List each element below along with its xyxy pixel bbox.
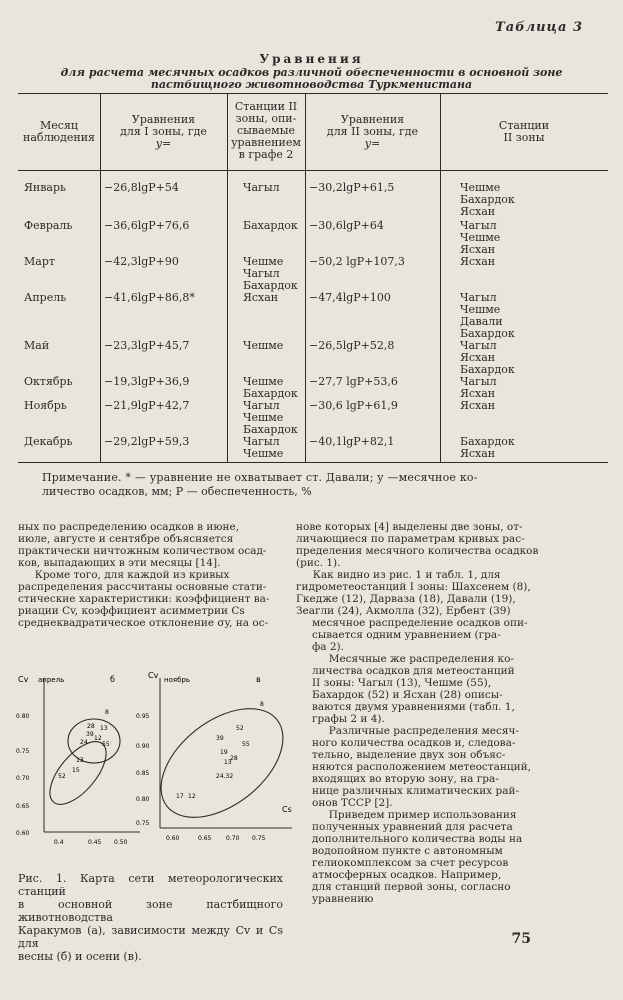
table-cell-month: Февраль (24, 219, 73, 232)
station-name: Чешме (243, 447, 284, 460)
text-line: ков, выпадающих в эти месяцы [14]. (18, 557, 221, 569)
caption-line: Рис. 1. Карта сети метеорологических станций (18, 872, 283, 898)
station-name: Ясхан (460, 243, 496, 256)
text-line: личества осадков для метеостанций (312, 665, 515, 677)
text-line: дополнительного количества воды на (312, 833, 523, 845)
station-point: 28 (87, 723, 95, 730)
table-cell-st1 (243, 256, 298, 292)
text-line: нице различных климатических рай- (312, 785, 520, 797)
station-name: Бахардок (460, 327, 515, 340)
body-text-right (296, 521, 582, 617)
text-line: фа 2). (312, 641, 344, 653)
table-cell-eq2: −30,6lgP+64 (309, 219, 384, 232)
tick-label: 0.65 (16, 803, 30, 810)
text-line: онов ТССР [2]. (312, 797, 393, 809)
text-line: ных по распределению осадков в июне, (18, 521, 240, 533)
station-point: 13 (76, 757, 84, 764)
station-name: Чагыл (243, 267, 280, 280)
text-line: среднеквадратическое отклонение σy, на ос- (18, 617, 269, 629)
page-number: 75 (511, 931, 531, 947)
table-cell-eq1: −41,6lgP+86,8* (104, 291, 195, 304)
axis-y-label: Cv (148, 671, 159, 680)
station-point: 12 (94, 735, 102, 742)
text-line: Зеагли (24), Акмолла (32), Ербент (39) (296, 605, 511, 617)
tick-label: 0.80 (16, 713, 30, 720)
figure-panel-b (16, 675, 140, 846)
table-title: Уравнения (259, 52, 364, 66)
tick-label: 0.70 (226, 835, 240, 842)
station-name: Чешме (460, 231, 501, 244)
station-name: Бахардок (460, 435, 515, 448)
column-header-month: Месяц наблюдения (23, 119, 95, 144)
station-point: 13 (224, 759, 232, 766)
tick-label: 0.90 (136, 743, 150, 750)
station-name: Чешме (243, 339, 284, 352)
station-point: 28 (230, 755, 238, 762)
text-line: для станций первой зоны, согласно (312, 881, 511, 893)
figure-panel-c (136, 671, 298, 842)
table-cell-eq2: −50,2 lgP+107,3 (309, 255, 405, 268)
body-text-right-narrow (312, 617, 580, 905)
station-name: Чагыл (243, 399, 280, 412)
station-name: Чагыл (460, 339, 497, 352)
table-cell-st1 (243, 436, 283, 460)
table-cell-eq1: −19,3lgP+36,9 (104, 375, 190, 388)
note-line: личество осадков, мм; P — обеспеченность, % (42, 485, 312, 498)
tick-label: 0.75 (252, 835, 266, 842)
station-name: Бахардок (243, 387, 298, 400)
table-cell-st2 (460, 340, 515, 376)
text-line: гидрометеостанций I зоны: Шахсенем (8), (296, 581, 531, 593)
table-cell-st1 (243, 292, 278, 304)
station-name: Ясхан (460, 447, 496, 460)
station-name: Чагыл (243, 181, 280, 194)
table-cell-st1 (243, 182, 280, 194)
text-line: месячное распределение осадков опи- (312, 617, 528, 629)
station-name: Ясхан (460, 351, 496, 364)
tick-label: 0.75 (16, 748, 30, 755)
station-point: 52 (236, 725, 244, 732)
station-name: Давали (460, 315, 503, 328)
text-line: атмосферных осадков. Например, (312, 869, 502, 881)
station-point: 24.32 (216, 773, 234, 780)
station-point: 52 (58, 773, 66, 780)
table-cell-eq2: −30,6 lgP+61,9 (309, 399, 398, 412)
text-line: гелиокомплексом за счет ресурсов (312, 857, 509, 869)
figure-1 (16, 668, 298, 868)
tick-label: 0.50 (114, 839, 128, 846)
table-cell-month: Март (24, 255, 55, 268)
table-cell-st2 (460, 256, 495, 268)
tick-label: 0.65 (198, 835, 212, 842)
table-cell-st1 (243, 220, 298, 232)
text-line: июле, августе и сентябре объясняется (18, 533, 234, 545)
column-header-eq2: Уравнения для II зоны, где y= (326, 113, 419, 150)
text-line: Приведем пример использования (312, 809, 517, 821)
station-name: Чагыл (460, 219, 497, 232)
tick-label: 0.4 (54, 839, 64, 846)
panel-letter: в (256, 675, 261, 684)
table-cell-eq1: −21,9lgP+42,7 (104, 399, 190, 412)
text-line: полученных уравнений для расчета (312, 821, 513, 833)
table-cell-month: Январь (24, 181, 66, 194)
table-cell-st2 (460, 220, 500, 256)
column-header-eq1: Уравнения для I зоны, где y= (120, 113, 207, 150)
panel-title: апрель (38, 676, 65, 684)
subtitle-line: для расчета месячных осадков различной обеспеченности в основной зоне (60, 66, 563, 79)
tick-label: 0.60 (16, 830, 30, 837)
text-line: (рис. 1). (296, 557, 341, 569)
panel-letter: б (110, 675, 115, 684)
table-cell-eq1: −42,3lgP+90 (104, 255, 179, 268)
axis-x-label: Cs (282, 805, 292, 814)
tick-label: 0.45 (88, 839, 102, 846)
text-line: Кроме того, для каждой из кривых (18, 569, 230, 581)
text-line: Различные распределения месяч- (312, 725, 519, 737)
text-line: риации Cv, коэффициент асимметрии Cs (18, 605, 245, 617)
text-line: сывается одним уравнением (гра- (312, 629, 501, 641)
text-line: распределения рассчитаны основные стати- (18, 581, 267, 593)
station-point: 19 (220, 749, 228, 756)
table-cell-month: Апрель (24, 291, 67, 304)
table-cell-eq2: −27,7 lgP+53,6 (309, 375, 398, 388)
text-line: ного количества осадков и, следова- (312, 737, 516, 749)
body-text-left (18, 521, 288, 629)
station-point: 39 (216, 735, 224, 742)
table-number: Таблица 3 (495, 20, 583, 35)
table-cell-eq1: −29,2lgP+59,3 (104, 435, 190, 448)
table-cell-st2 (460, 436, 515, 460)
station-point: 15 (72, 767, 80, 774)
station-name: Ясхан (460, 255, 496, 268)
column-header-st1: Станции II зоны, опи- сываемые уравнением в графе 2 (231, 100, 301, 161)
table-bottom-rule (18, 462, 608, 463)
subtitle-line: пастбищного животноводства Туркменистана (150, 78, 473, 91)
station-name: Чагыл (460, 291, 497, 304)
text-line: личающиеся по параметрам кривых рас- (296, 533, 525, 545)
caption-line: весны (б) и осени (в). (18, 950, 142, 963)
station-name: Бахардок (460, 363, 515, 376)
station-name: Чешме (460, 181, 501, 194)
table-cell-eq2: −26,5lgP+52,8 (309, 339, 395, 352)
table-cell-eq2: −40,1lgP+82,1 (309, 435, 395, 448)
table-cell-eq1: −36,6lgP+76,6 (104, 219, 190, 232)
station-name: Бахардок (243, 279, 298, 292)
tick-label: 0.70 (16, 775, 30, 782)
tick-label: 0.80 (136, 796, 150, 803)
station-name: Ясхан (460, 387, 496, 400)
station-name: Чешме (243, 375, 284, 388)
table-cell-month: Ноябрь (24, 399, 67, 412)
table-cell-month: Октябрь (24, 375, 73, 388)
tick-label: 0.85 (136, 770, 150, 777)
station-point: 17 (176, 793, 184, 800)
table-cell-st1 (243, 340, 283, 352)
column-header-st2: Станции II зоны (498, 119, 550, 144)
text-line: пределения месячного количества осадков (296, 545, 539, 557)
station-name: Чагыл (460, 375, 497, 388)
text-line: Гкедже (12), Дарваза (18), Давали (19), (296, 593, 516, 605)
axis-y-label: Cv (18, 675, 29, 684)
tick-label: 0.95 (136, 713, 150, 720)
caption-line: в основной зоне пастбищного животноводства (18, 898, 283, 924)
station-point: 24 (80, 739, 88, 746)
text-line: Месячные же распределения ко- (312, 653, 514, 665)
table-note (42, 471, 587, 499)
table-cell-month: Декабрь (24, 435, 73, 448)
note-line: Примечание. * — уравнение не охватывает ст. Давали; y —месячное ко- (42, 471, 478, 484)
text-line: ваются двумя уравнениями (табл. 1, (312, 701, 515, 713)
station-point: 8 (105, 709, 109, 716)
text-line: II зоны: Чагыл (13), Чешме (55), (312, 677, 492, 689)
station-point: 55 (102, 741, 110, 748)
table-cell-eq1: −23,3lgP+45,7 (104, 339, 190, 352)
table-cell-month: Май (24, 339, 50, 352)
station-name: Ясхан (243, 291, 279, 304)
text-line: графы 2 и 4). (312, 713, 385, 725)
panel-title: ноябрь (164, 676, 190, 684)
col-divider (440, 93, 441, 462)
table-cell-eq2: −30,2lgP+61,5 (309, 181, 395, 194)
table-top-rule (18, 93, 608, 94)
table-subtitle (40, 67, 583, 91)
station-name: Бахардок (460, 193, 515, 206)
station-name: Ясхан (460, 205, 496, 218)
station-name: Чешме (243, 255, 284, 268)
text-line: нове которых [4] выделены две зоны, от- (296, 521, 523, 533)
text-line: Бахардок (52) и Ясхан (28) описы- (312, 689, 503, 701)
text-line: няются расположением метеостанций, (312, 761, 531, 773)
table-cell-st2 (460, 400, 495, 412)
text-line: уравнению (312, 893, 374, 905)
table-cell-st1 (243, 376, 298, 400)
table-cell-st2 (460, 292, 515, 340)
station-name: Бахардок (243, 219, 298, 232)
text-line: Как видно из рис. 1 и табл. 1, для (296, 569, 501, 581)
station-point: 12 (188, 793, 196, 800)
figure-caption (18, 872, 283, 963)
cluster-ellipse (141, 687, 298, 839)
text-line: водопойном пункте с автономным (312, 845, 503, 857)
station-point: 55 (242, 741, 250, 748)
text-line: стические характеристики: коэффициент ва- (18, 593, 270, 605)
table-cell-eq1: −26,8lgP+54 (104, 181, 179, 194)
station-name: Чешме (243, 411, 284, 424)
table-header-rule (18, 170, 608, 171)
table-cell-eq2: −47,4lgP+100 (309, 291, 391, 304)
tick-label: 0.60 (166, 835, 180, 842)
table-cell-st1 (243, 400, 298, 436)
station-point: 8 (260, 701, 264, 708)
table-cell-st2 (460, 376, 497, 400)
station-name: Чешме (460, 303, 501, 316)
tick-label: 0.75 (136, 820, 150, 827)
text-line: практически ничтожным количеством осад- (18, 545, 267, 557)
station-name: Бахардок (243, 423, 298, 436)
text-line: входящих во вторую зону, на гра- (312, 773, 499, 785)
station-point: 39 (86, 731, 94, 738)
caption-line: Каракумов (а), зависимости между Cv и Cs для (18, 924, 283, 950)
text-line: тельно, выделение двух зон объяс- (312, 749, 506, 761)
table-cell-st2 (460, 182, 515, 218)
station-name: Ясхан (460, 399, 496, 412)
station-name: Чагыл (243, 435, 280, 448)
station-point: 13 (100, 725, 108, 732)
